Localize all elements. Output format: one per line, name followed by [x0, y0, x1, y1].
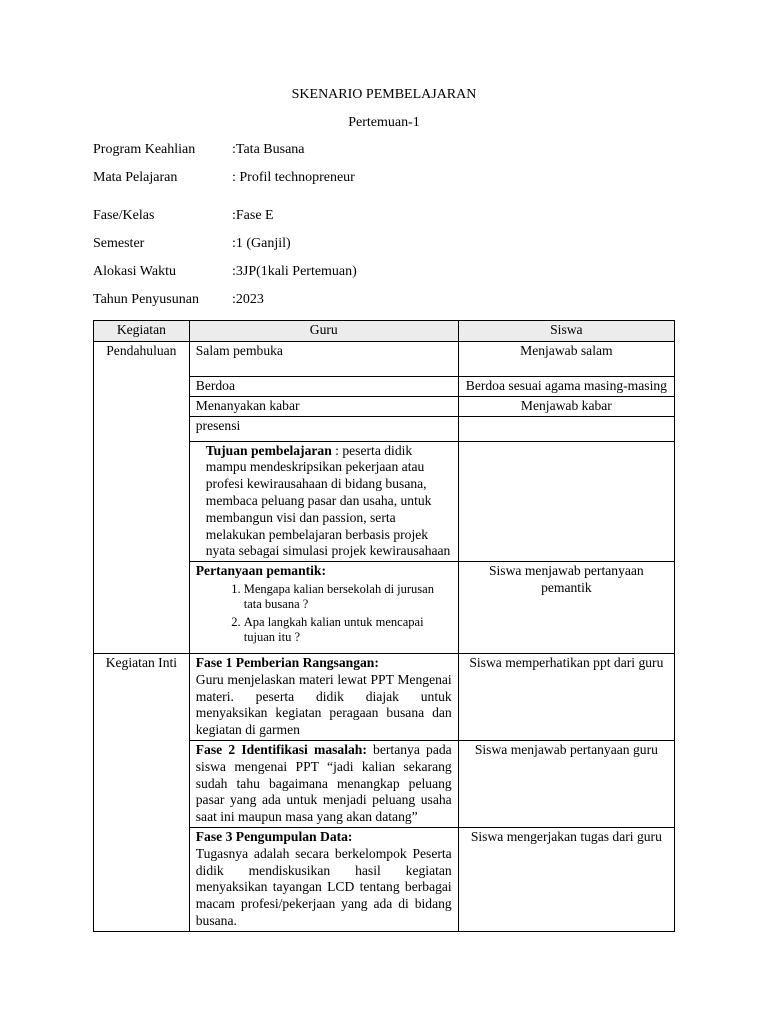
siswa-cell: Siswa memperhatikan ppt dari guru	[458, 653, 674, 740]
scenario-table	[93, 320, 675, 932]
pemantik-heading: Pertanyaan pemantik:	[195, 563, 327, 579]
pertanyaan-pemantik-cell	[189, 562, 458, 654]
meta-label: Alokasi Waktu	[93, 264, 176, 279]
fase-heading: Fase 1 Pemberian Rangsangan:	[195, 654, 379, 670]
guru-cell: Berdoa	[189, 377, 458, 397]
document-subtitle: Pertemuan-1	[348, 115, 420, 130]
meta-value: :2023	[232, 292, 264, 307]
fase-3-cell	[189, 827, 458, 931]
tujuan-pembelajaran-cell	[189, 441, 458, 562]
tujuan-heading: Tujuan pembelajaran	[205, 442, 332, 458]
table-row	[94, 653, 675, 740]
header-siswa: Siswa	[458, 321, 674, 342]
meta-value: :1 (Ganjil)	[232, 236, 291, 251]
table-row	[94, 342, 675, 377]
fase-text: bertanya pada siswa mengenai PPT “jadi kalian sekarang sudah tahu bagaimana menangkap peluang pasar yang ada untuk menjadi peluang usaha saat ini maupun masa yang akan datang”	[195, 741, 452, 825]
table-header-row	[94, 321, 675, 342]
meta-value: :Fase E	[232, 208, 274, 223]
fase-2-cell	[189, 740, 458, 827]
fase-text: Guru menjelaskan materi lewat PPT Mengenai materi. peserta didik diajak untuk menyaksikan kegiatan peragaan busana dan kegiatan di garmen	[195, 671, 452, 738]
fase-text: Tugasnya adalah secara berkelompok Peserta didik mendiskusikan hasil kegiatan menyaksikan tayangan LCD tentang berbagai macam profesi/pekerjaan yang ada di bidang busana.	[195, 845, 452, 928]
phase-kegiatan-inti: Kegiatan Inti	[94, 653, 190, 931]
fase-1-cell	[189, 653, 458, 740]
meta-label: Tahun Penyusunan	[93, 292, 199, 307]
meta-label: Fase/Kelas	[93, 208, 155, 223]
list-item: 1. Mengapa kalian bersekolah di jurusan tata busana ?	[244, 582, 452, 613]
list-item: 2. Apa langkah kalian untuk mencapai tujuan itu ?	[244, 615, 452, 646]
meta-value: : Profil technopreneur	[232, 170, 355, 185]
fase-heading: Fase 3 Pengumpulan Data:	[195, 828, 353, 844]
header-guru: Guru	[189, 321, 458, 342]
meta-value: :3JP(1kali Pertemuan)	[232, 264, 357, 279]
guru-cell: Salam pembuka	[189, 342, 458, 377]
pemantik-question-list	[196, 582, 452, 646]
meta-value: :Tata Busana	[232, 142, 305, 157]
phase-pendahuluan: Pendahuluan	[94, 342, 190, 654]
siswa-cell: Menjawab salam	[458, 342, 674, 377]
meta-label: Program Keahlian	[93, 142, 196, 157]
guru-cell: presensi	[189, 416, 458, 441]
siswa-cell: Siswa menjawab pertanyaan guru	[458, 740, 674, 827]
siswa-cell: Berdoa sesuai agama masing-masing	[458, 377, 674, 397]
siswa-cell: Menjawab kabar	[458, 396, 674, 416]
header-kegiatan: Kegiatan	[94, 321, 190, 342]
siswa-cell: Siswa mengerjakan tugas dari guru	[458, 827, 674, 931]
siswa-cell: Siswa menjawab pertanyaan pemantik	[458, 562, 674, 654]
siswa-cell	[458, 416, 674, 441]
fase-heading: Fase 2 Identifikasi masalah:	[195, 741, 367, 757]
document-title: SKENARIO PEMBELAJARAN	[291, 87, 477, 102]
guru-cell: Menanyakan kabar	[189, 396, 458, 416]
meta-label: Mata Pelajaran	[93, 170, 178, 185]
tujuan-text: : peserta didik mampu mendeskripsikan pekerjaan atau profesi kewirausahaan di bidang busana, membaca peluang pasar dan usaha, untuk membangun visi dan passion, serta melakukan pembelajaran berbasis projek nyata sebagai simulasi projek kewirausahaan	[205, 442, 451, 559]
meta-label: Semester	[93, 236, 145, 251]
siswa-cell	[458, 441, 674, 562]
